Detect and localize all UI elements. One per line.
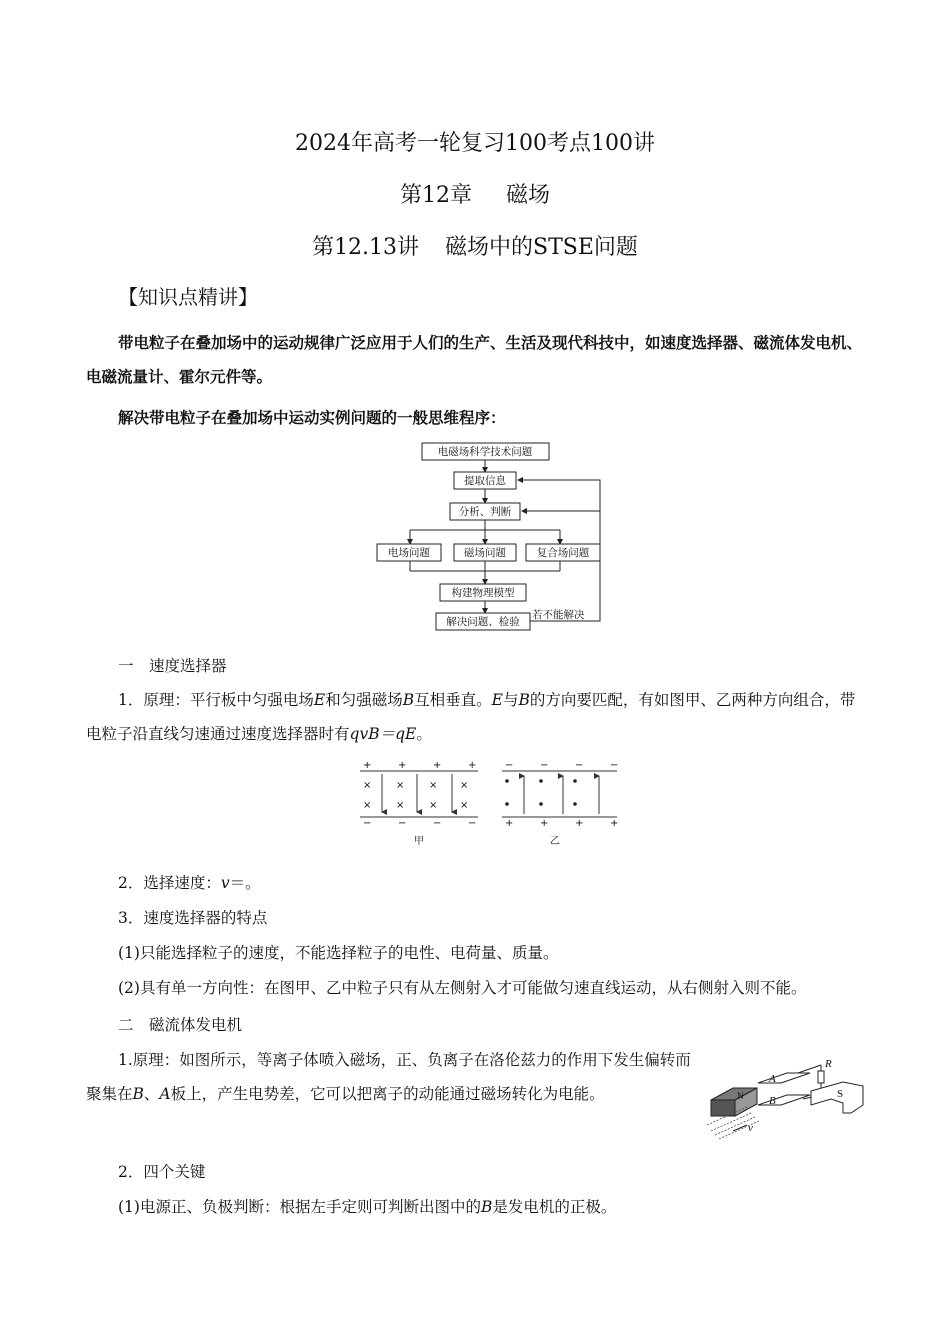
part1-feature-1: (1)只能选择粒子的速度，不能选择粒子的电性、电荷量、质量。 bbox=[118, 944, 559, 962]
svg-text:A: A bbox=[769, 1073, 776, 1085]
svg-text:+: + bbox=[398, 760, 407, 771]
thinking-procedure-flowchart bbox=[370, 438, 610, 634]
svg-text:×: × bbox=[363, 780, 372, 791]
figure-jia-label: 甲 bbox=[414, 836, 424, 847]
svg-text:−: − bbox=[575, 760, 584, 771]
flow-box-model: 构建物理模型 bbox=[451, 587, 515, 599]
part1-heading: 一 速度选择器 bbox=[118, 657, 227, 675]
svg-text:−: − bbox=[398, 818, 407, 829]
svg-text:+: + bbox=[433, 760, 442, 771]
section-label: 【知识点精讲】 bbox=[118, 285, 258, 309]
svg-text:−: − bbox=[610, 760, 619, 771]
svg-text:×: × bbox=[429, 800, 438, 811]
figure-yi-label: 乙 bbox=[550, 836, 560, 847]
svg-text:×: × bbox=[460, 800, 469, 811]
svg-text:−: − bbox=[468, 818, 477, 829]
chapter-number: 第12章 bbox=[399, 183, 472, 208]
part1-feature-2: (2)具有单一方向性：在图甲、乙中粒子只有从左侧射入才可能做匀速直线运动，从右侧射入则不能。 bbox=[118, 979, 807, 997]
svg-text:R: R bbox=[825, 1058, 832, 1070]
svg-text:+: + bbox=[363, 760, 372, 771]
svg-text:×: × bbox=[460, 780, 469, 791]
flow-loop-label: 若不能解决 bbox=[532, 609, 585, 621]
lecture-number: 第12.13讲 bbox=[312, 235, 420, 260]
mhd-generator-figure bbox=[703, 1055, 868, 1145]
velocity-selector-figures bbox=[355, 758, 625, 852]
document-title: 2024年高考一轮复习100考点100讲 bbox=[295, 131, 655, 156]
svg-text:×: × bbox=[363, 800, 372, 811]
part2-keys-heading: 2．四个关键 bbox=[118, 1163, 206, 1181]
part1-principle: 1．原理：平行板中匀强电场E和匀强磁场B互相垂直。E与B的方向要匹配，有如图甲、乙两种方向组合，带电粒子沿直线匀速通过速度选择器时有qvB＝qE。 bbox=[86, 691, 856, 743]
svg-text:+: + bbox=[468, 760, 477, 771]
part2-principle: 1.原理：如图所示，等离子体喷入磁场，正、负离子在洛伦兹力的作用下发生偏转而聚集在B、A板上，产生电势差，它可以把离子的动能通过磁场转化为电能。 bbox=[86, 1051, 691, 1103]
svg-text:+: + bbox=[575, 818, 584, 829]
svg-text:−: − bbox=[433, 818, 442, 829]
chapter-title bbox=[0, 178, 950, 209]
part1-features-heading: 3．速度选择器的特点 bbox=[118, 909, 268, 927]
svg-text:−: − bbox=[363, 818, 372, 829]
figure-yi bbox=[502, 760, 618, 847]
part1-select-speed: 2．选择速度：v＝。 bbox=[118, 874, 261, 892]
svg-text:v: v bbox=[748, 1122, 753, 1134]
svg-text:+: + bbox=[610, 818, 619, 829]
flow-box-analyze: 分析、判断 bbox=[458, 506, 512, 518]
svg-text:+: + bbox=[540, 818, 549, 829]
svg-text:−: − bbox=[505, 760, 514, 771]
intro-paragraph: 带电粒子在叠加场中的运动规律广泛应用于人们的生产、生活及现代科技中，如速度选择器、磁流体发电机、电磁流量计、霍尔元件等。 bbox=[86, 333, 863, 386]
figure-jia bbox=[360, 760, 478, 847]
svg-text:×: × bbox=[396, 800, 405, 811]
svg-text:×: × bbox=[429, 780, 438, 791]
lecture-title bbox=[0, 230, 950, 261]
lecture-name: 磁场中的STSE问题 bbox=[445, 235, 638, 260]
chapter-name: 磁场 bbox=[505, 183, 550, 208]
svg-text:B: B bbox=[769, 1095, 776, 1107]
svg-text:×: × bbox=[396, 780, 405, 791]
flow-box-extract-info: 提取信息 bbox=[464, 475, 506, 487]
svg-text:N: N bbox=[737, 1091, 744, 1101]
flow-box-solve: 解决问题、检验 bbox=[446, 616, 520, 628]
flow-box-problem: 电磁场科学技术问题 bbox=[437, 446, 533, 458]
flow-box-magnetic: 磁场问题 bbox=[464, 547, 506, 559]
part2-heading: 二 磁流体发电机 bbox=[118, 1016, 243, 1034]
svg-text:−: − bbox=[540, 760, 549, 771]
procedure-title: 解决带电粒子在叠加场中运动实例问题的一般思维程序： bbox=[118, 408, 506, 427]
flow-box-electric: 电场问题 bbox=[388, 547, 430, 559]
part2-key-1: (1)电源正、负极判断：根据左手定则可判断出图中的B是发电机的正极。 bbox=[118, 1198, 617, 1216]
svg-text:+: + bbox=[505, 818, 514, 829]
svg-text:S: S bbox=[837, 1088, 844, 1100]
flow-box-composite: 复合场问题 bbox=[536, 547, 590, 559]
